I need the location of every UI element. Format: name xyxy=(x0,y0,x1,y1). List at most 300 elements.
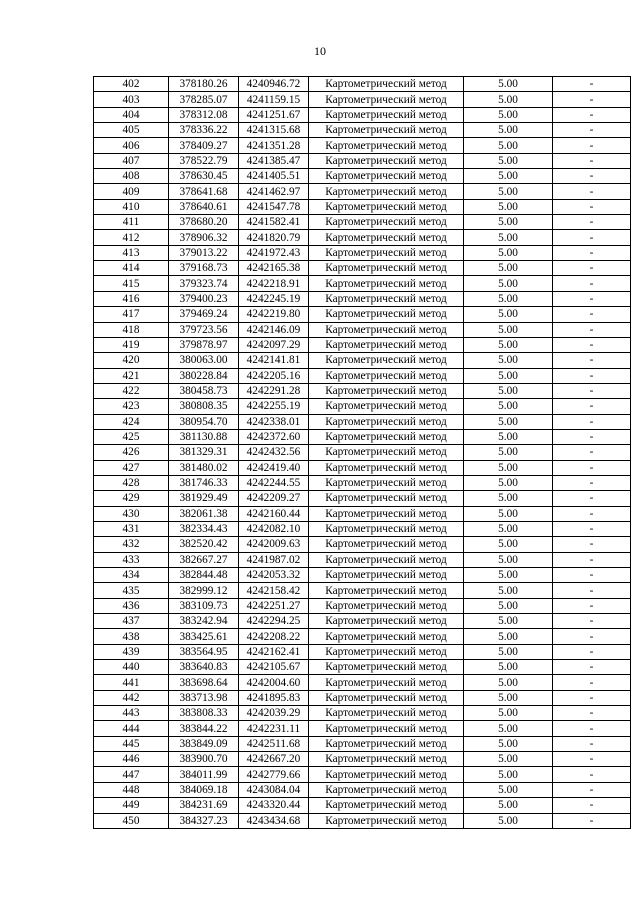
method-cell: Картометрический метод xyxy=(309,429,464,444)
method-cell: Картометрический метод xyxy=(309,230,464,245)
y-coordinate-cell: 4241159.15 xyxy=(239,92,309,107)
point-number-cell: 440 xyxy=(94,660,169,675)
point-number-cell: 411 xyxy=(94,215,169,230)
point-number-cell: 423 xyxy=(94,399,169,414)
accuracy-cell: 5.00 xyxy=(464,491,553,506)
description-cell: - xyxy=(553,215,631,230)
description-cell: - xyxy=(553,77,631,92)
accuracy-cell: 5.00 xyxy=(464,123,553,138)
point-number-cell: 442 xyxy=(94,690,169,705)
method-cell: Картометрический метод xyxy=(309,736,464,751)
y-coordinate-cell: 4242372.60 xyxy=(239,429,309,444)
table-row xyxy=(94,276,631,291)
accuracy-cell: 5.00 xyxy=(464,690,553,705)
point-number-cell: 412 xyxy=(94,230,169,245)
point-number-cell: 407 xyxy=(94,153,169,168)
point-number-cell: 417 xyxy=(94,307,169,322)
y-coordinate-cell: 4241351.28 xyxy=(239,138,309,153)
x-coordinate-cell: 383844.22 xyxy=(169,721,239,736)
table-row xyxy=(94,368,631,383)
method-cell: Картометрический метод xyxy=(309,675,464,690)
x-coordinate-cell: 381329.31 xyxy=(169,445,239,460)
y-coordinate-cell: 4241315.68 xyxy=(239,123,309,138)
accuracy-cell: 5.00 xyxy=(464,169,553,184)
y-coordinate-cell: 4242208.22 xyxy=(239,629,309,644)
accuracy-cell: 5.00 xyxy=(464,798,553,813)
y-coordinate-cell: 4242419.40 xyxy=(239,460,309,475)
accuracy-cell: 5.00 xyxy=(464,782,553,797)
description-cell: - xyxy=(553,383,631,398)
y-coordinate-cell: 4241405.51 xyxy=(239,169,309,184)
method-cell: Картометрический метод xyxy=(309,706,464,721)
description-cell: - xyxy=(553,736,631,751)
table-row xyxy=(94,767,631,782)
accuracy-cell: 5.00 xyxy=(464,598,553,613)
point-number-cell: 422 xyxy=(94,383,169,398)
point-number-cell: 425 xyxy=(94,429,169,444)
table-row xyxy=(94,521,631,536)
point-number-cell: 428 xyxy=(94,475,169,490)
description-cell: - xyxy=(553,261,631,276)
accuracy-cell: 5.00 xyxy=(464,107,553,122)
y-coordinate-cell: 4242053.32 xyxy=(239,568,309,583)
x-coordinate-cell: 384231.69 xyxy=(169,798,239,813)
x-coordinate-cell: 378640.61 xyxy=(169,199,239,214)
point-number-cell: 402 xyxy=(94,77,169,92)
table-row xyxy=(94,261,631,276)
accuracy-cell: 5.00 xyxy=(464,506,553,521)
point-number-cell: 415 xyxy=(94,276,169,291)
table-row xyxy=(94,215,631,230)
y-coordinate-cell: 4242105.67 xyxy=(239,660,309,675)
description-cell: - xyxy=(553,552,631,567)
y-coordinate-cell: 4242009.63 xyxy=(239,537,309,552)
description-cell: - xyxy=(553,614,631,629)
y-coordinate-cell: 4242779.66 xyxy=(239,767,309,782)
point-number-cell: 443 xyxy=(94,706,169,721)
y-coordinate-cell: 4242097.29 xyxy=(239,337,309,352)
y-coordinate-cell: 4242146.09 xyxy=(239,322,309,337)
x-coordinate-cell: 382061.38 xyxy=(169,506,239,521)
description-cell: - xyxy=(553,92,631,107)
y-coordinate-cell: 4242294.25 xyxy=(239,614,309,629)
table-row xyxy=(94,660,631,675)
point-number-cell: 449 xyxy=(94,798,169,813)
method-cell: Картометрический метод xyxy=(309,537,464,552)
accuracy-cell: 5.00 xyxy=(464,614,553,629)
y-coordinate-cell: 4243084.04 xyxy=(239,782,309,797)
method-cell: Картометрический метод xyxy=(309,261,464,276)
method-cell: Картометрический метод xyxy=(309,644,464,659)
accuracy-cell: 5.00 xyxy=(464,644,553,659)
table-row xyxy=(94,429,631,444)
x-coordinate-cell: 379400.23 xyxy=(169,291,239,306)
method-cell: Картометрический метод xyxy=(309,337,464,352)
method-cell: Картометрический метод xyxy=(309,798,464,813)
x-coordinate-cell: 378680.20 xyxy=(169,215,239,230)
y-coordinate-cell: 4242039.29 xyxy=(239,706,309,721)
accuracy-cell: 5.00 xyxy=(464,537,553,552)
description-cell: - xyxy=(553,184,631,199)
method-cell: Картометрический метод xyxy=(309,506,464,521)
accuracy-cell: 5.00 xyxy=(464,706,553,721)
description-cell: - xyxy=(553,307,631,322)
point-number-cell: 441 xyxy=(94,675,169,690)
table-row xyxy=(94,153,631,168)
x-coordinate-cell: 382667.27 xyxy=(169,552,239,567)
x-coordinate-cell: 379469.24 xyxy=(169,307,239,322)
y-coordinate-cell: 4241895.83 xyxy=(239,690,309,705)
table-row xyxy=(94,199,631,214)
method-cell: Картометрический метод xyxy=(309,660,464,675)
table-row xyxy=(94,245,631,260)
point-number-cell: 419 xyxy=(94,337,169,352)
method-cell: Картометрический метод xyxy=(309,491,464,506)
table-row xyxy=(94,460,631,475)
description-cell: - xyxy=(553,644,631,659)
description-cell: - xyxy=(553,721,631,736)
point-number-cell: 413 xyxy=(94,245,169,260)
x-coordinate-cell: 378285.07 xyxy=(169,92,239,107)
y-coordinate-cell: 4241582.41 xyxy=(239,215,309,230)
description-cell: - xyxy=(553,276,631,291)
method-cell: Картометрический метод xyxy=(309,184,464,199)
table-row xyxy=(94,307,631,322)
accuracy-cell: 5.00 xyxy=(464,92,553,107)
accuracy-cell: 5.00 xyxy=(464,77,553,92)
description-cell: - xyxy=(553,153,631,168)
x-coordinate-cell: 378630.45 xyxy=(169,169,239,184)
table-row xyxy=(94,568,631,583)
x-coordinate-cell: 382520.42 xyxy=(169,537,239,552)
method-cell: Картометрический метод xyxy=(309,291,464,306)
table-row xyxy=(94,813,631,828)
point-number-cell: 430 xyxy=(94,506,169,521)
x-coordinate-cell: 381746.33 xyxy=(169,475,239,490)
table-row xyxy=(94,138,631,153)
method-cell: Картометрический метод xyxy=(309,169,464,184)
method-cell: Картометрический метод xyxy=(309,614,464,629)
description-cell: - xyxy=(553,568,631,583)
description-cell: - xyxy=(553,506,631,521)
accuracy-cell: 5.00 xyxy=(464,276,553,291)
y-coordinate-cell: 4242162.41 xyxy=(239,644,309,659)
description-cell: - xyxy=(553,475,631,490)
method-cell: Картометрический метод xyxy=(309,568,464,583)
y-coordinate-cell: 4242244.55 xyxy=(239,475,309,490)
y-coordinate-cell: 4242209.27 xyxy=(239,491,309,506)
accuracy-cell: 5.00 xyxy=(464,721,553,736)
table-row xyxy=(94,475,631,490)
y-coordinate-cell: 4241547.78 xyxy=(239,199,309,214)
point-number-cell: 433 xyxy=(94,552,169,567)
description-cell: - xyxy=(553,491,631,506)
accuracy-cell: 5.00 xyxy=(464,752,553,767)
x-coordinate-cell: 379168.73 xyxy=(169,261,239,276)
x-coordinate-cell: 383564.95 xyxy=(169,644,239,659)
description-cell: - xyxy=(553,598,631,613)
x-coordinate-cell: 378180.26 xyxy=(169,77,239,92)
x-coordinate-cell: 379878.97 xyxy=(169,337,239,352)
method-cell: Картометрический метод xyxy=(309,138,464,153)
table-row xyxy=(94,706,631,721)
description-cell: - xyxy=(553,445,631,460)
y-coordinate-cell: 4241987.02 xyxy=(239,552,309,567)
description-cell: - xyxy=(553,690,631,705)
description-cell: - xyxy=(553,169,631,184)
x-coordinate-cell: 383698.64 xyxy=(169,675,239,690)
accuracy-cell: 5.00 xyxy=(464,184,553,199)
description-cell: - xyxy=(553,245,631,260)
accuracy-cell: 5.00 xyxy=(464,307,553,322)
method-cell: Картометрический метод xyxy=(309,475,464,490)
point-number-cell: 448 xyxy=(94,782,169,797)
x-coordinate-cell: 382334.43 xyxy=(169,521,239,536)
x-coordinate-cell: 383713.98 xyxy=(169,690,239,705)
description-cell: - xyxy=(553,537,631,552)
description-cell: - xyxy=(553,414,631,429)
accuracy-cell: 5.00 xyxy=(464,675,553,690)
y-coordinate-cell: 4242667.20 xyxy=(239,752,309,767)
accuracy-cell: 5.00 xyxy=(464,521,553,536)
method-cell: Картометрический метод xyxy=(309,215,464,230)
y-coordinate-cell: 4242165.38 xyxy=(239,261,309,276)
point-number-cell: 416 xyxy=(94,291,169,306)
point-number-cell: 432 xyxy=(94,537,169,552)
table-row xyxy=(94,337,631,352)
description-cell: - xyxy=(553,675,631,690)
accuracy-cell: 5.00 xyxy=(464,460,553,475)
y-coordinate-cell: 4242160.44 xyxy=(239,506,309,521)
y-coordinate-cell: 4242082.10 xyxy=(239,521,309,536)
table-row xyxy=(94,383,631,398)
x-coordinate-cell: 378336.22 xyxy=(169,123,239,138)
x-coordinate-cell: 383849.09 xyxy=(169,736,239,751)
table-row xyxy=(94,399,631,414)
point-number-cell: 408 xyxy=(94,169,169,184)
description-cell: - xyxy=(553,368,631,383)
method-cell: Картометрический метод xyxy=(309,598,464,613)
accuracy-cell: 5.00 xyxy=(464,813,553,828)
table-row xyxy=(94,782,631,797)
description-cell: - xyxy=(553,138,631,153)
x-coordinate-cell: 384069.18 xyxy=(169,782,239,797)
accuracy-cell: 5.00 xyxy=(464,660,553,675)
method-cell: Картометрический метод xyxy=(309,813,464,828)
point-number-cell: 434 xyxy=(94,568,169,583)
point-number-cell: 426 xyxy=(94,445,169,460)
method-cell: Картометрический метод xyxy=(309,414,464,429)
x-coordinate-cell: 381480.02 xyxy=(169,460,239,475)
method-cell: Картометрический метод xyxy=(309,245,464,260)
x-coordinate-cell: 378641.68 xyxy=(169,184,239,199)
accuracy-cell: 5.00 xyxy=(464,153,553,168)
description-cell: - xyxy=(553,813,631,828)
description-cell: - xyxy=(553,230,631,245)
point-number-cell: 405 xyxy=(94,123,169,138)
description-cell: - xyxy=(553,521,631,536)
point-number-cell: 420 xyxy=(94,353,169,368)
accuracy-cell: 5.00 xyxy=(464,399,553,414)
table-row xyxy=(94,537,631,552)
method-cell: Картометрический метод xyxy=(309,782,464,797)
y-coordinate-cell: 4242338.01 xyxy=(239,414,309,429)
accuracy-cell: 5.00 xyxy=(464,383,553,398)
table-row xyxy=(94,629,631,644)
x-coordinate-cell: 384011.99 xyxy=(169,767,239,782)
table-row xyxy=(94,491,631,506)
table-row xyxy=(94,92,631,107)
description-cell: - xyxy=(553,199,631,214)
accuracy-cell: 5.00 xyxy=(464,568,553,583)
accuracy-cell: 5.00 xyxy=(464,475,553,490)
table-row xyxy=(94,690,631,705)
x-coordinate-cell: 378409.27 xyxy=(169,138,239,153)
accuracy-cell: 5.00 xyxy=(464,368,553,383)
point-number-cell: 418 xyxy=(94,322,169,337)
point-number-cell: 435 xyxy=(94,583,169,598)
method-cell: Картометрический метод xyxy=(309,77,464,92)
x-coordinate-cell: 378522.79 xyxy=(169,153,239,168)
method-cell: Картометрический метод xyxy=(309,322,464,337)
method-cell: Картометрический метод xyxy=(309,107,464,122)
method-cell: Картометрический метод xyxy=(309,460,464,475)
point-number-cell: 445 xyxy=(94,736,169,751)
table-row xyxy=(94,721,631,736)
point-number-cell: 427 xyxy=(94,460,169,475)
table-row xyxy=(94,614,631,629)
description-cell: - xyxy=(553,752,631,767)
method-cell: Картометрический метод xyxy=(309,445,464,460)
method-cell: Картометрический метод xyxy=(309,199,464,214)
y-coordinate-cell: 4242245.19 xyxy=(239,291,309,306)
point-number-cell: 431 xyxy=(94,521,169,536)
x-coordinate-cell: 379323.74 xyxy=(169,276,239,291)
x-coordinate-cell: 382844.48 xyxy=(169,568,239,583)
y-coordinate-cell: 4242141.81 xyxy=(239,353,309,368)
description-cell: - xyxy=(553,123,631,138)
method-cell: Картометрический метод xyxy=(309,752,464,767)
table-row xyxy=(94,414,631,429)
accuracy-cell: 5.00 xyxy=(464,138,553,153)
x-coordinate-cell: 380458.73 xyxy=(169,383,239,398)
table-row xyxy=(94,598,631,613)
method-cell: Картометрический метод xyxy=(309,353,464,368)
x-coordinate-cell: 380808.35 xyxy=(169,399,239,414)
x-coordinate-cell: 383900.70 xyxy=(169,752,239,767)
table-row xyxy=(94,798,631,813)
description-cell: - xyxy=(553,322,631,337)
accuracy-cell: 5.00 xyxy=(464,322,553,337)
accuracy-cell: 5.00 xyxy=(464,261,553,276)
point-number-cell: 410 xyxy=(94,199,169,214)
accuracy-cell: 5.00 xyxy=(464,353,553,368)
y-coordinate-cell: 4241385.47 xyxy=(239,153,309,168)
table-row xyxy=(94,169,631,184)
method-cell: Картометрический метод xyxy=(309,521,464,536)
x-coordinate-cell: 383425.61 xyxy=(169,629,239,644)
description-cell: - xyxy=(553,429,631,444)
point-number-cell: 447 xyxy=(94,767,169,782)
table-row xyxy=(94,107,631,122)
x-coordinate-cell: 382999.12 xyxy=(169,583,239,598)
accuracy-cell: 5.00 xyxy=(464,337,553,352)
coordinates-table-body xyxy=(94,77,631,829)
accuracy-cell: 5.00 xyxy=(464,414,553,429)
description-cell: - xyxy=(553,337,631,352)
y-coordinate-cell: 4242291.28 xyxy=(239,383,309,398)
method-cell: Картометрический метод xyxy=(309,153,464,168)
point-number-cell: 406 xyxy=(94,138,169,153)
x-coordinate-cell: 383242.94 xyxy=(169,614,239,629)
x-coordinate-cell: 380954.70 xyxy=(169,414,239,429)
table-row xyxy=(94,123,631,138)
point-number-cell: 409 xyxy=(94,184,169,199)
y-coordinate-cell: 4242251.27 xyxy=(239,598,309,613)
point-number-cell: 429 xyxy=(94,491,169,506)
accuracy-cell: 5.00 xyxy=(464,767,553,782)
x-coordinate-cell: 379013.22 xyxy=(169,245,239,260)
x-coordinate-cell: 383109.73 xyxy=(169,598,239,613)
y-coordinate-cell: 4242511.68 xyxy=(239,736,309,751)
method-cell: Картометрический метод xyxy=(309,721,464,736)
table-row xyxy=(94,291,631,306)
x-coordinate-cell: 378312.08 xyxy=(169,107,239,122)
x-coordinate-cell: 380063.00 xyxy=(169,353,239,368)
description-cell: - xyxy=(553,706,631,721)
point-number-cell: 438 xyxy=(94,629,169,644)
table-row xyxy=(94,552,631,567)
y-coordinate-cell: 4240946.72 xyxy=(239,77,309,92)
x-coordinate-cell: 384327.23 xyxy=(169,813,239,828)
accuracy-cell: 5.00 xyxy=(464,736,553,751)
description-cell: - xyxy=(553,767,631,782)
y-coordinate-cell: 4243320.44 xyxy=(239,798,309,813)
x-coordinate-cell: 380228.84 xyxy=(169,368,239,383)
table-row xyxy=(94,230,631,245)
accuracy-cell: 5.00 xyxy=(464,445,553,460)
page-number: 10 xyxy=(314,44,326,58)
y-coordinate-cell: 4242255.19 xyxy=(239,399,309,414)
description-cell: - xyxy=(553,629,631,644)
description-cell: - xyxy=(553,798,631,813)
description-cell: - xyxy=(553,782,631,797)
description-cell: - xyxy=(553,660,631,675)
y-coordinate-cell: 4242004.60 xyxy=(239,675,309,690)
point-number-cell: 444 xyxy=(94,721,169,736)
x-coordinate-cell: 379723.56 xyxy=(169,322,239,337)
method-cell: Картометрический метод xyxy=(309,583,464,598)
method-cell: Картометрический метод xyxy=(309,276,464,291)
x-coordinate-cell: 378906.32 xyxy=(169,230,239,245)
table-row xyxy=(94,445,631,460)
y-coordinate-cell: 4242219.80 xyxy=(239,307,309,322)
accuracy-cell: 5.00 xyxy=(464,291,553,306)
table-row xyxy=(94,736,631,751)
accuracy-cell: 5.00 xyxy=(464,583,553,598)
method-cell: Картометрический метод xyxy=(309,399,464,414)
point-number-cell: 403 xyxy=(94,92,169,107)
accuracy-cell: 5.00 xyxy=(464,245,553,260)
y-coordinate-cell: 4241462.97 xyxy=(239,184,309,199)
description-cell: - xyxy=(553,353,631,368)
accuracy-cell: 5.00 xyxy=(464,215,553,230)
description-cell: - xyxy=(553,399,631,414)
method-cell: Картометрический метод xyxy=(309,92,464,107)
accuracy-cell: 5.00 xyxy=(464,429,553,444)
description-cell: - xyxy=(553,583,631,598)
method-cell: Картометрический метод xyxy=(309,690,464,705)
